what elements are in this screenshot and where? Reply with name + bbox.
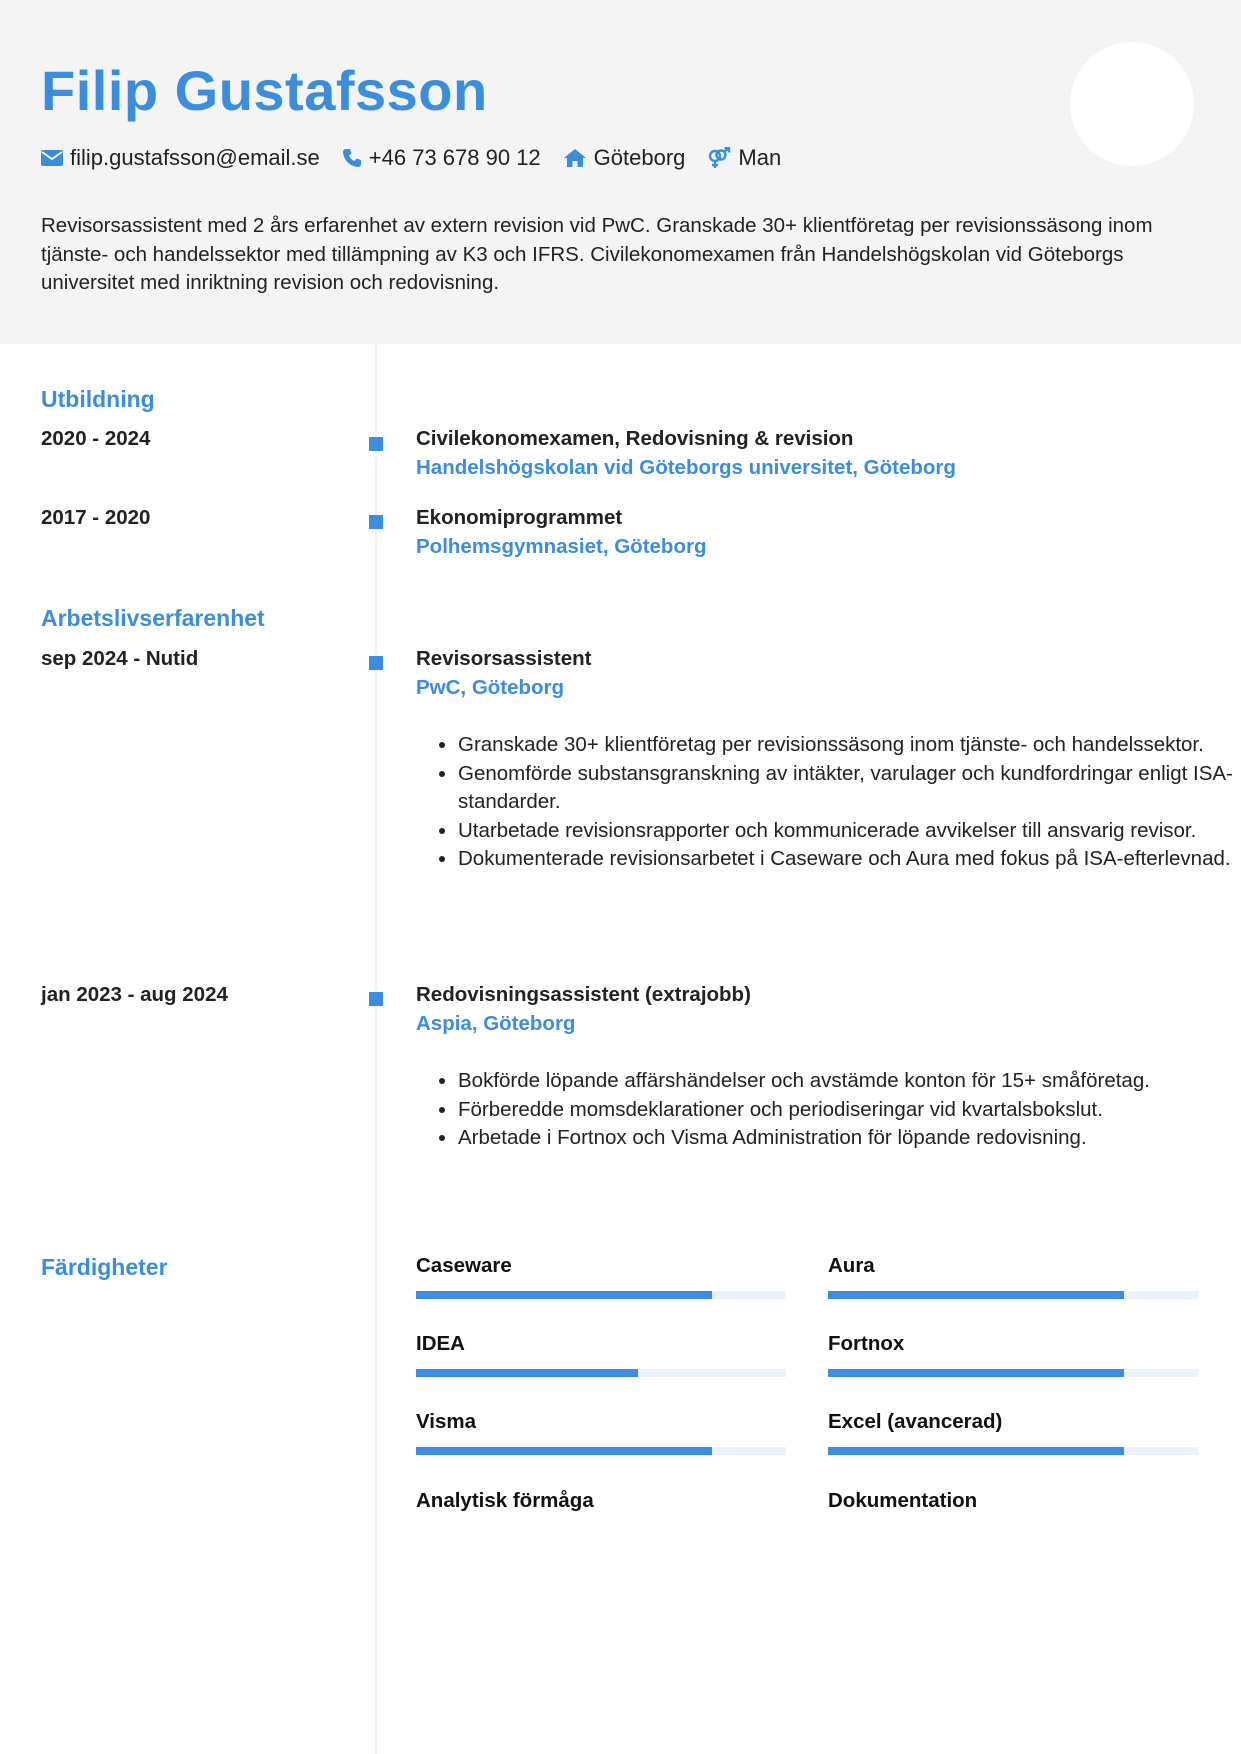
skill-bar (828, 1291, 1198, 1299)
contact-row (41, 143, 803, 173)
timeline-divider (375, 344, 377, 1754)
skill-bar (828, 1447, 1198, 1455)
envelope-icon (41, 150, 63, 166)
phone-text: +46 73 678 90 12 (368, 145, 541, 170)
list-item: • Förberedde momsdeklarationer och periodiseringar vid kvartalsbokslut. (458, 1096, 1241, 1125)
skill-bar (416, 1447, 786, 1455)
city-text: Göteborg (593, 145, 686, 170)
skill-bar (416, 1291, 786, 1299)
skill-name: Dokumentation (828, 1489, 978, 1512)
skill-bar-fill (828, 1447, 1124, 1455)
skill-name: IDEA (416, 1332, 465, 1355)
skill-bar-fill (416, 1447, 712, 1455)
experience-bullets (416, 1067, 1241, 1153)
contact-email[interactable] (41, 145, 320, 171)
skill-bar-fill (828, 1369, 1124, 1377)
contact-phone[interactable] (342, 145, 541, 171)
education-date: 2017 - 2020 (41, 506, 151, 529)
skill-name: Excel (avancerad) (828, 1410, 1003, 1433)
education-school: Handelshögskolan vid Göteborgs universitet, Göteborg (416, 456, 956, 479)
skill-bar-fill (416, 1291, 712, 1299)
experience-date: sep 2024 - Nutid (41, 647, 199, 670)
list-item: • Granskade 30+ klientföretag per revisionssäsong inom tjänste- och handelssektor. (458, 731, 1241, 760)
list-item: • Bokförde löpande affärshändelser och avstämde konton för 15+ småföretag. (458, 1067, 1241, 1096)
skill-bar (828, 1369, 1198, 1377)
skills-heading: Färdigheter (41, 1254, 168, 1280)
skill-name: Analytisk förmåga (416, 1489, 594, 1512)
contact-city (563, 145, 686, 171)
resume-header (0, 0, 1241, 344)
experience-bullets (416, 731, 1241, 874)
education-date: 2020 - 2024 (41, 427, 151, 450)
list-item: • Dokumenterade revisionsarbetet i Caseware och Aura med fokus på ISA-efterlevnad. (458, 845, 1241, 874)
skill-name: Aura (828, 1254, 875, 1277)
timeline-marker (369, 515, 383, 529)
education-degree: Civilekonomexamen, Redovisning & revision (416, 427, 854, 450)
skill-bar (416, 1369, 786, 1377)
experience-role: Revisorsassistent (416, 647, 592, 670)
list-item: • Genomförde substansgranskning av intäkter, varulager och kundfordringar enligt ISA-standarder. (458, 760, 1241, 817)
home-icon (563, 148, 587, 168)
skill-bar-fill (416, 1369, 638, 1377)
profile-summary: Revisorsassistent med 2 års erfarenhet av extern revision vid PwC. Granskade 30+ klientföretag per revisionssäsong inom tjänste- och handelssektor med tillämpning av K3 och IFRS. Civilekonomexamen från Handelshögskolan vid Göteborgs universitet med inriktning revision och redovisning. (41, 214, 1153, 294)
experience-company: PwC, Göteborg (416, 676, 565, 699)
education-degree: Ekonomiprogrammet (416, 506, 623, 529)
education-school: Polhemsgymnasiet, Göteborg (416, 535, 707, 558)
education-heading: Utbildning (41, 386, 155, 412)
skill-bar-fill (828, 1291, 1124, 1299)
experience-role: Redovisningsassistent (extrajobb) (416, 983, 751, 1006)
email-text: filip.gustafsson@email.se (70, 145, 320, 170)
skill-name: Visma (416, 1410, 477, 1433)
contact-gender (707, 145, 781, 171)
skill-name: Fortnox (828, 1332, 905, 1355)
experience-date: jan 2023 - aug 2024 (41, 983, 228, 1006)
timeline-marker (369, 992, 383, 1006)
experience-heading: Arbetslivserfarenhet (41, 605, 265, 631)
profile-photo (1070, 42, 1194, 166)
timeline-marker (369, 437, 383, 451)
timeline-marker (369, 656, 383, 670)
phone-icon (342, 148, 362, 168)
gender-text: Man (738, 145, 782, 170)
candidate-name: Filip Gustafsson (41, 59, 488, 122)
list-item: • Arbetade i Fortnox och Visma Administration för löpande redovisning. (458, 1124, 1241, 1153)
experience-company: Aspia, Göteborg (416, 1012, 576, 1035)
gender-icon (707, 147, 731, 169)
skill-name: Caseware (416, 1254, 512, 1277)
list-item: • Utarbetade revisionsrapporter och kommunicerade avvikelser till ansvarig revisor. (458, 817, 1241, 846)
